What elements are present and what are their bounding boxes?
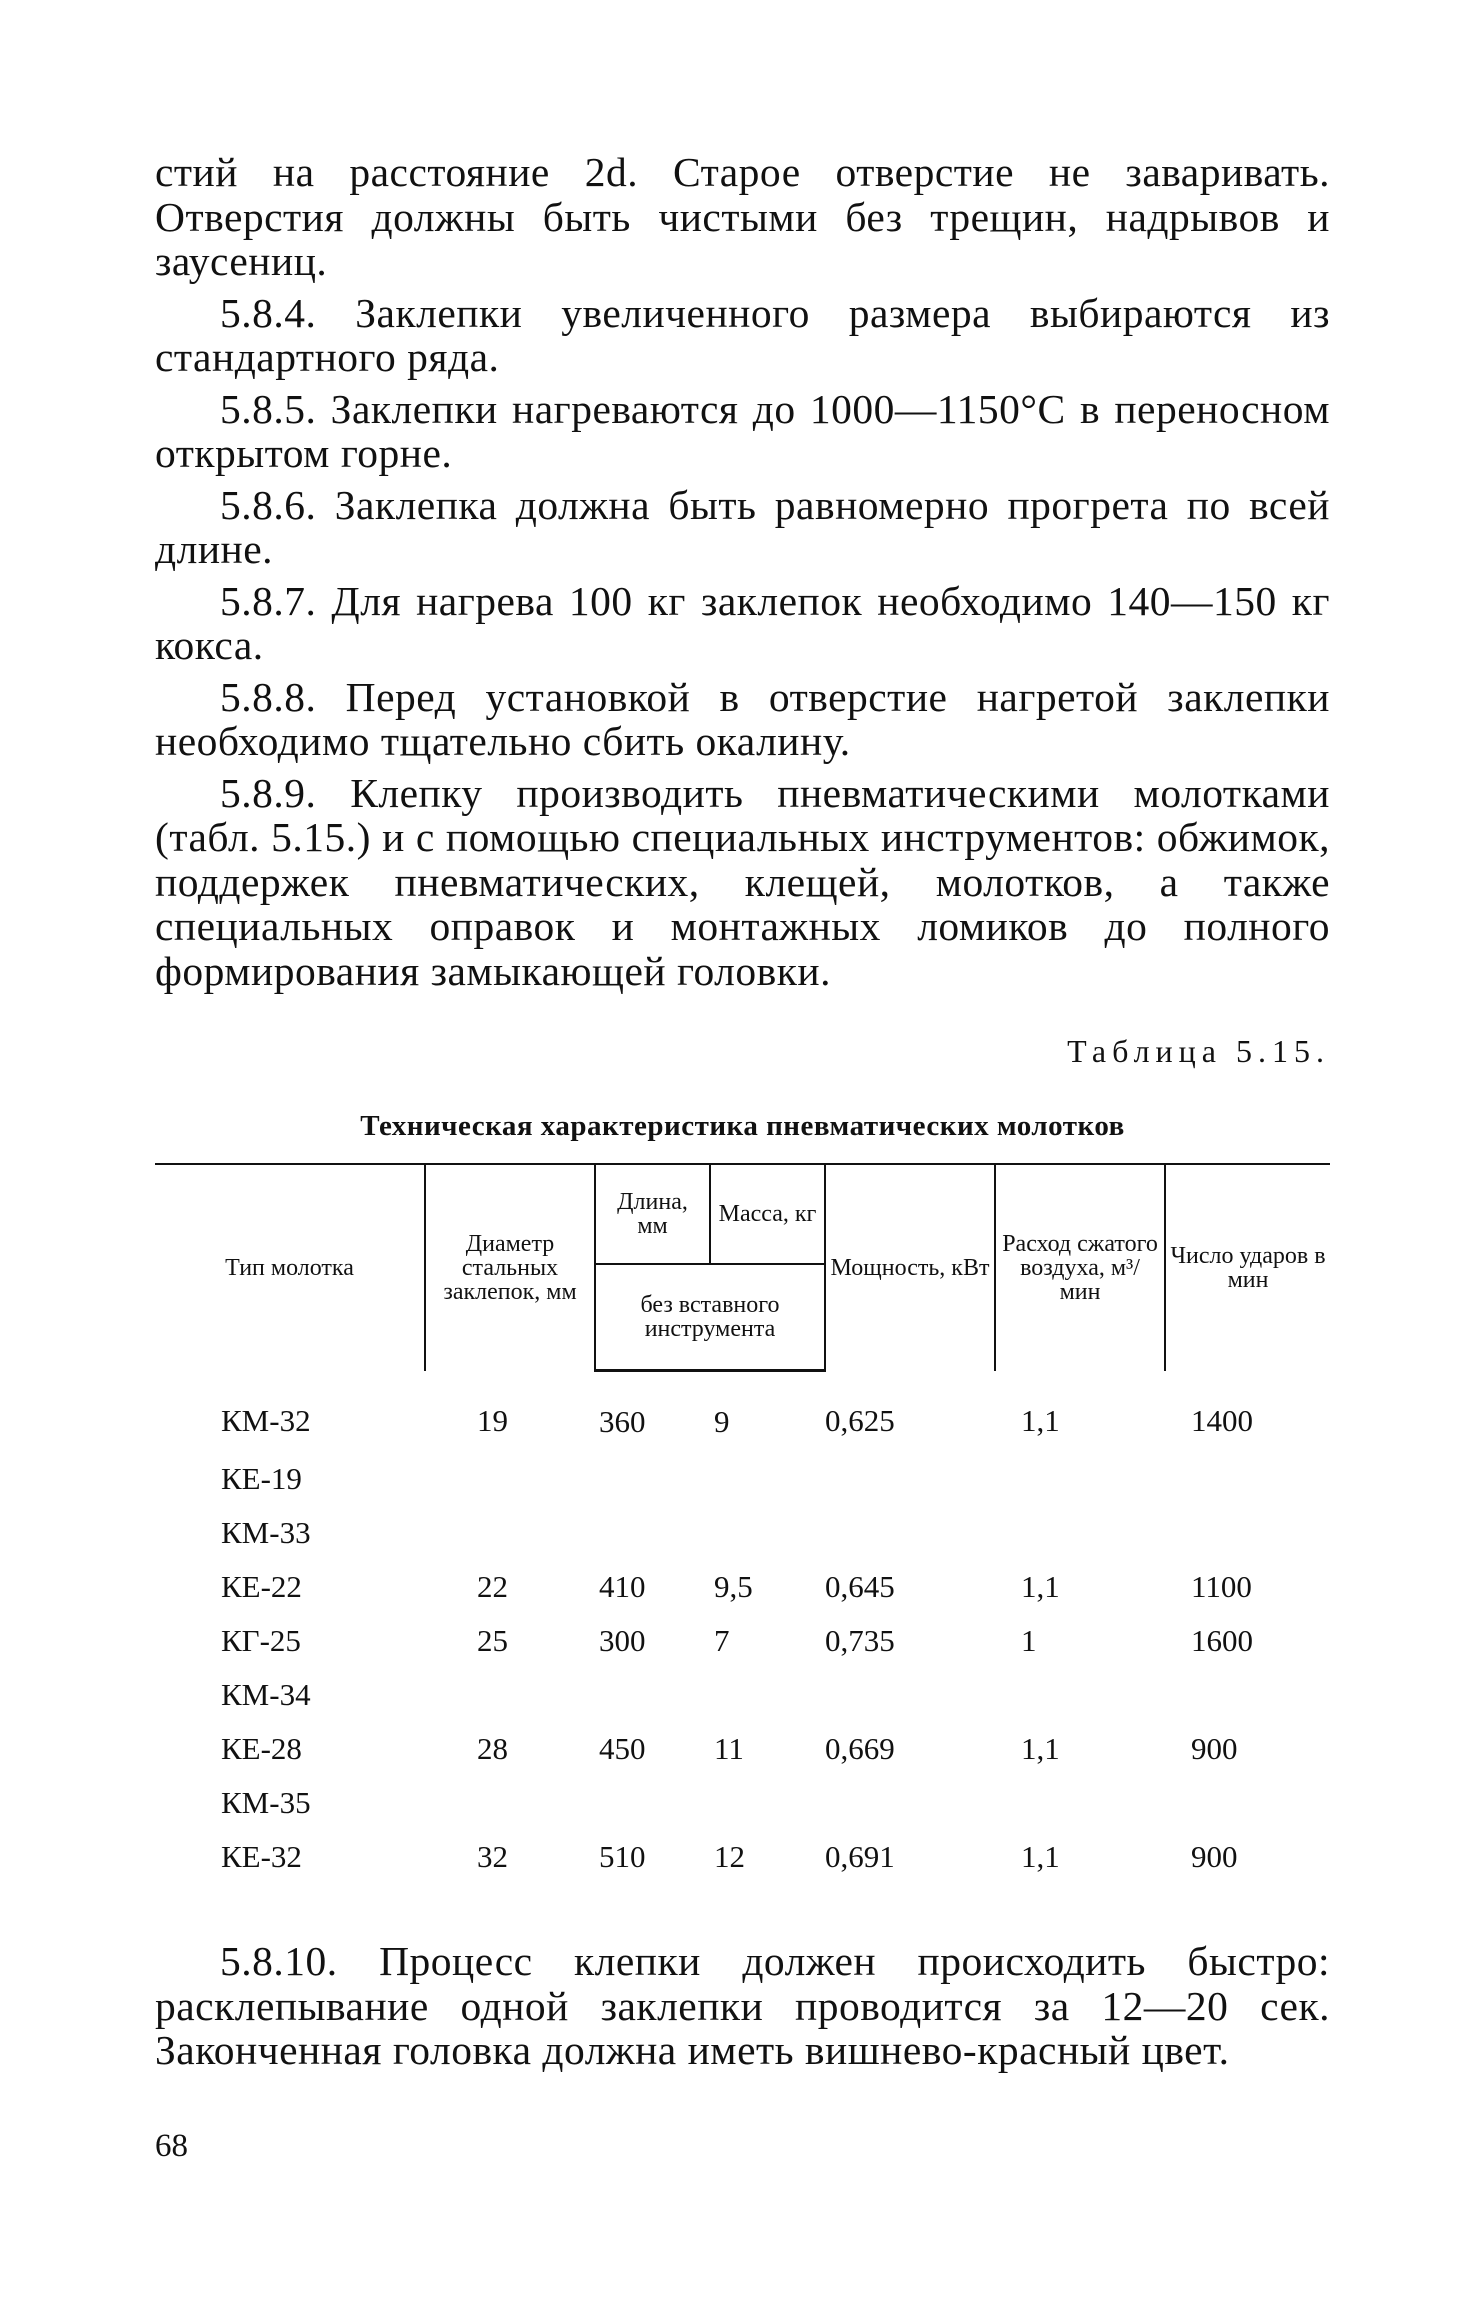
header-blows: Число ударов в мин [1165,1164,1330,1371]
cell-air: 1,1 [1021,1731,1060,1766]
cell-air [995,1668,1165,1722]
cell-length: 410 [599,1569,646,1604]
cell-mass: 12 [714,1839,745,1874]
table-row [155,1506,1330,1560]
cell-air: 1,1 [1021,1569,1060,1604]
table-row [155,1776,1330,1830]
cell-air: 1,1 [1021,1839,1060,1874]
paragraph-5-8-10: 5.8.10. Процесс клепки должен происходить быстро: расклепывание одной заклепки проводится за 12—20 сек. Законченная головка должна иметь вишнево-красный цвет. [155,1938,1330,2073]
cell-length [595,1506,710,1560]
cell-mass [710,1668,825,1722]
page-body [155,150,1330,2080]
paragraph-5-8-4: 5.8.4. Заклепки увеличенного размера выбираются из стандартного ряда. [155,289,1330,380]
cell-mass [710,1776,825,1830]
paragraph-5-8-5: 5.8.5. Заклепки нагреваются до 1000—1150°С в переносном открытом горне. [155,385,1330,476]
cell-mass [710,1506,825,1560]
table-label: Таблица 5.15. [1067,1033,1330,1069]
cell-diameter: 22 [477,1569,508,1604]
cell-type: КЕ-32 [221,1839,302,1874]
cell-blows: 1400 [1191,1403,1253,1439]
cell-diameter: 19 [477,1403,508,1439]
cell-mass: 11 [714,1731,744,1766]
header-subnote: без вставного инструмента [595,1264,825,1371]
cell-type: КМ-33 [221,1515,311,1550]
cell-length [595,1776,710,1830]
cell-power: 0,691 [825,1839,895,1874]
cell-air [995,1776,1165,1830]
cell-type: КЕ-28 [221,1731,302,1766]
paragraph-continuation: стий на расстояние 2d. Старое отверстие не заваривать. Отверстия должны быть чистыми без трещин, надрывов и заусениц. [155,149,1330,284]
cell-mass [710,1452,825,1506]
cell-type: КГ-25 [221,1623,301,1658]
cell-diameter: 32 [477,1839,508,1874]
paragraph-5-8-9: 5.8.9. Клепку производить пневматическими молотками (табл. 5.15.) и с помощью специальных инструментов: обжимок, поддержек пневматических, клещей, молотков, а также специальных оправок и монтажных ломиков до полного формирования замыкающей головки. [155,769,1330,994]
cell-length: 360 [599,1404,646,1439]
cell-blows: 1600 [1191,1623,1253,1658]
cell-blows: 900 [1191,1731,1238,1766]
paragraph-5-8-7: 5.8.7. Для нагрева 100 кг заклепок необходимо 140—150 кг кокса. [155,577,1330,668]
cell-diameter: 28 [477,1731,508,1766]
table-row [155,1722,1330,1776]
cell-power [825,1668,995,1722]
cell-diameter [425,1776,595,1830]
cell-length: 450 [599,1731,646,1766]
table-body [155,1371,1330,1885]
cell-length: 510 [599,1839,646,1874]
paragraph-5-8-6: 5.8.6. Заклепка должна быть равномерно прогрета по всей длине. [155,481,1330,572]
cell-air: 1 [1021,1623,1037,1658]
cell-air: 1,1 [1021,1403,1060,1439]
cell-type: КМ-34 [221,1677,311,1712]
paragraph-5-8-8: 5.8.8. Перед установкой в отверстие нагретой заклепки необходимо тщательно сбить окалину. [155,673,1330,764]
cell-mass: 9 [714,1404,730,1439]
header-air: Расход сжатого воздуха, м³/мин [995,1164,1165,1371]
cell-air [995,1452,1165,1506]
table-title: Техническая характеристика пневматических молотков [360,1110,1125,1142]
cell-type: КЕ-22 [221,1569,302,1604]
cell-type: КМ-35 [221,1785,311,1820]
cell-blows [1165,1452,1330,1506]
cell-length [595,1668,710,1722]
cell-power [825,1452,995,1506]
cell-diameter: 25 [477,1623,508,1658]
cell-blows [1165,1776,1330,1830]
table-row [155,1668,1330,1722]
table-row [155,1452,1330,1506]
cell-power: 0,669 [825,1731,895,1766]
cell-power: 0,645 [825,1569,895,1604]
cell-blows [1165,1506,1330,1560]
header-length: Длина, мм [595,1164,710,1264]
cell-type: КМ-32 [221,1403,311,1439]
cell-blows: 900 [1191,1839,1238,1874]
cell-power [825,1506,995,1560]
cell-blows [1165,1668,1330,1722]
cell-power: 0,735 [825,1623,895,1658]
cell-mass: 9,5 [714,1569,753,1604]
page-number: 68 [155,2128,188,2164]
header-mass: Масса, кг [710,1164,825,1264]
cell-diameter [425,1506,595,1560]
header-power: Мощность, кВт [825,1164,995,1371]
cell-blows: 1100 [1191,1569,1252,1604]
table-row [155,1371,1330,1453]
table-row [155,1830,1330,1884]
cell-mass: 7 [714,1623,730,1658]
header-type: Тип молотка [155,1164,425,1371]
cell-length: 300 [599,1623,646,1658]
cell-power [825,1776,995,1830]
cell-power: 0,625 [825,1403,895,1439]
table-row [155,1614,1330,1668]
cell-type: КЕ-19 [221,1461,302,1496]
cell-air [995,1506,1165,1560]
cell-length [595,1452,710,1506]
spec-table [155,1163,1330,1884]
table-row [155,1560,1330,1614]
cell-diameter [425,1452,595,1506]
header-diameter: Диаметр стальных заклепок, мм [425,1164,595,1371]
cell-diameter [425,1668,595,1722]
